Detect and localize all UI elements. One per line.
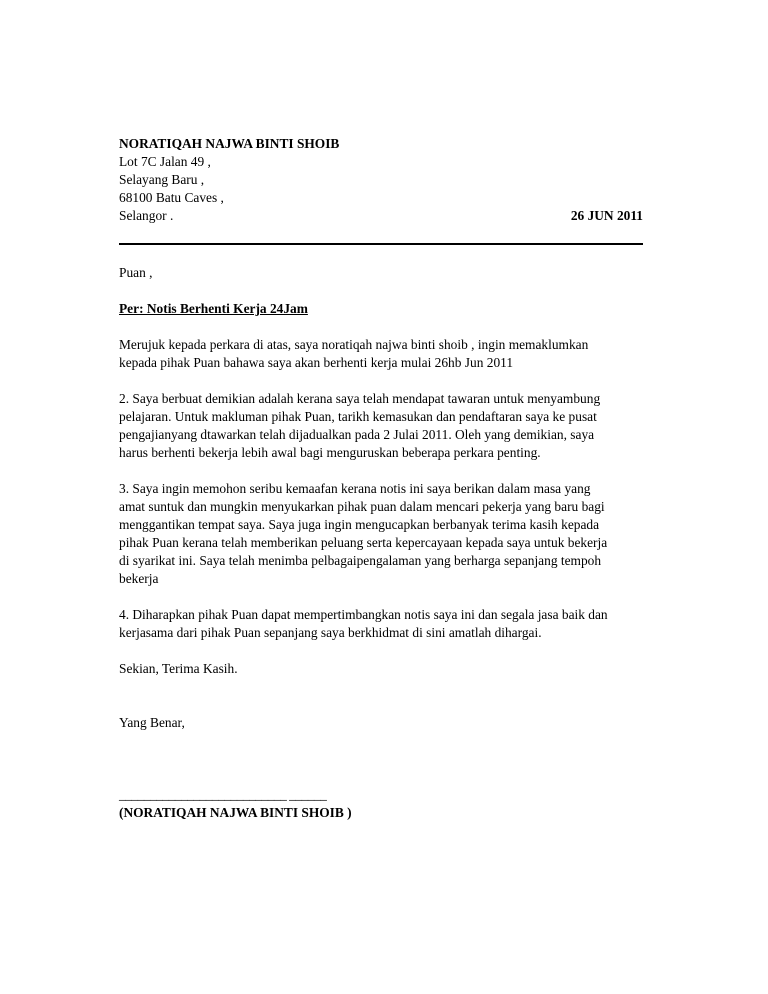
letter-date: 26 JUN 2011 bbox=[570, 208, 643, 223]
paragraph-line: pelajaran. Untuk makluman pihak Puan, tarikh kemasukan dan pendaftaran saya ke pusat bbox=[119, 409, 597, 424]
sender-block bbox=[119, 135, 643, 225]
greeting: Puan , bbox=[119, 265, 153, 280]
paragraph-line: harus berhenti bekerja lebih awal bagi menguruskan beberapa perkara penting. bbox=[119, 445, 541, 460]
signoff: Yang Benar, bbox=[119, 715, 185, 730]
paragraph-4 bbox=[119, 606, 643, 642]
paragraph-1 bbox=[119, 336, 643, 372]
paragraph-line: Merujuk kepada perkara di atas, saya noratiqah najwa binti shoib , ingin memaklumkan bbox=[119, 337, 589, 352]
header-divider bbox=[119, 243, 643, 245]
paragraph-line: pengajianyang dtawarkan telah dijadualkan pada 2 Julai 2011. Oleh yang demikian, saya bbox=[119, 427, 595, 442]
paragraph-line: kepada pihak Puan bahawa saya akan berhenti kerja mulai 26hb Jun 2011 bbox=[119, 355, 514, 370]
subject-line: Per: Notis Berhenti Kerja 24Jam bbox=[119, 301, 308, 316]
paragraph-line: 4. Diharapkan pihak Puan dapat mempertimbangkan notis saya ini dan segala jasa baik dan bbox=[119, 607, 608, 622]
address-line: Lot 7C Jalan 49 , bbox=[119, 154, 211, 169]
paragraph-line: bekerja bbox=[119, 571, 159, 586]
paragraph-line: kerjasama dari pihak Puan sepanjang saya berkhidmat di sini amatlah dihargai. bbox=[119, 625, 542, 640]
paragraph-line: pihak Puan kerana telah memberikan peluang serta kepercayaan kepada saya untuk bekerja bbox=[119, 535, 608, 550]
paragraph-line: 3. Saya ingin memohon seribu kemaafan kerana notis ini saya berikan dalam masa yang bbox=[119, 481, 591, 496]
signature-name: (NORATIQAH NAJWA BINTI SHOIB ) bbox=[119, 805, 352, 820]
letter bbox=[119, 135, 643, 822]
paragraph-line: amat suntuk dan mungkin menyukarkan pihak puan dalam mencari pekerja yang baru bagi bbox=[119, 499, 605, 514]
paragraph-line: menggantikan tempat saya. Saya juga ingin mengucapkan berbanyak terima kasih kepada bbox=[119, 517, 600, 532]
paragraph-line: 2. Saya berbuat demikian adalah kerana saya telah mendapat tawaran untuk menyambung bbox=[119, 391, 601, 406]
signature-line: ___________________________ ______ bbox=[119, 787, 327, 802]
paragraph-3 bbox=[119, 480, 643, 588]
address-date-row bbox=[119, 207, 643, 225]
paragraph-2 bbox=[119, 390, 643, 462]
address-line: 68100 Batu Caves , bbox=[119, 190, 224, 205]
sender-name: NORATIQAH NAJWA BINTI SHOIB bbox=[119, 136, 340, 151]
address-line: Selangor . bbox=[119, 208, 174, 223]
closing: Sekian, Terima Kasih. bbox=[119, 661, 238, 676]
address-line: Selayang Baru , bbox=[119, 172, 205, 187]
paragraph-line: di syarikat ini. Saya telah menimba pelbagaipengalaman yang berharga sepanjang tempoh bbox=[119, 553, 602, 568]
